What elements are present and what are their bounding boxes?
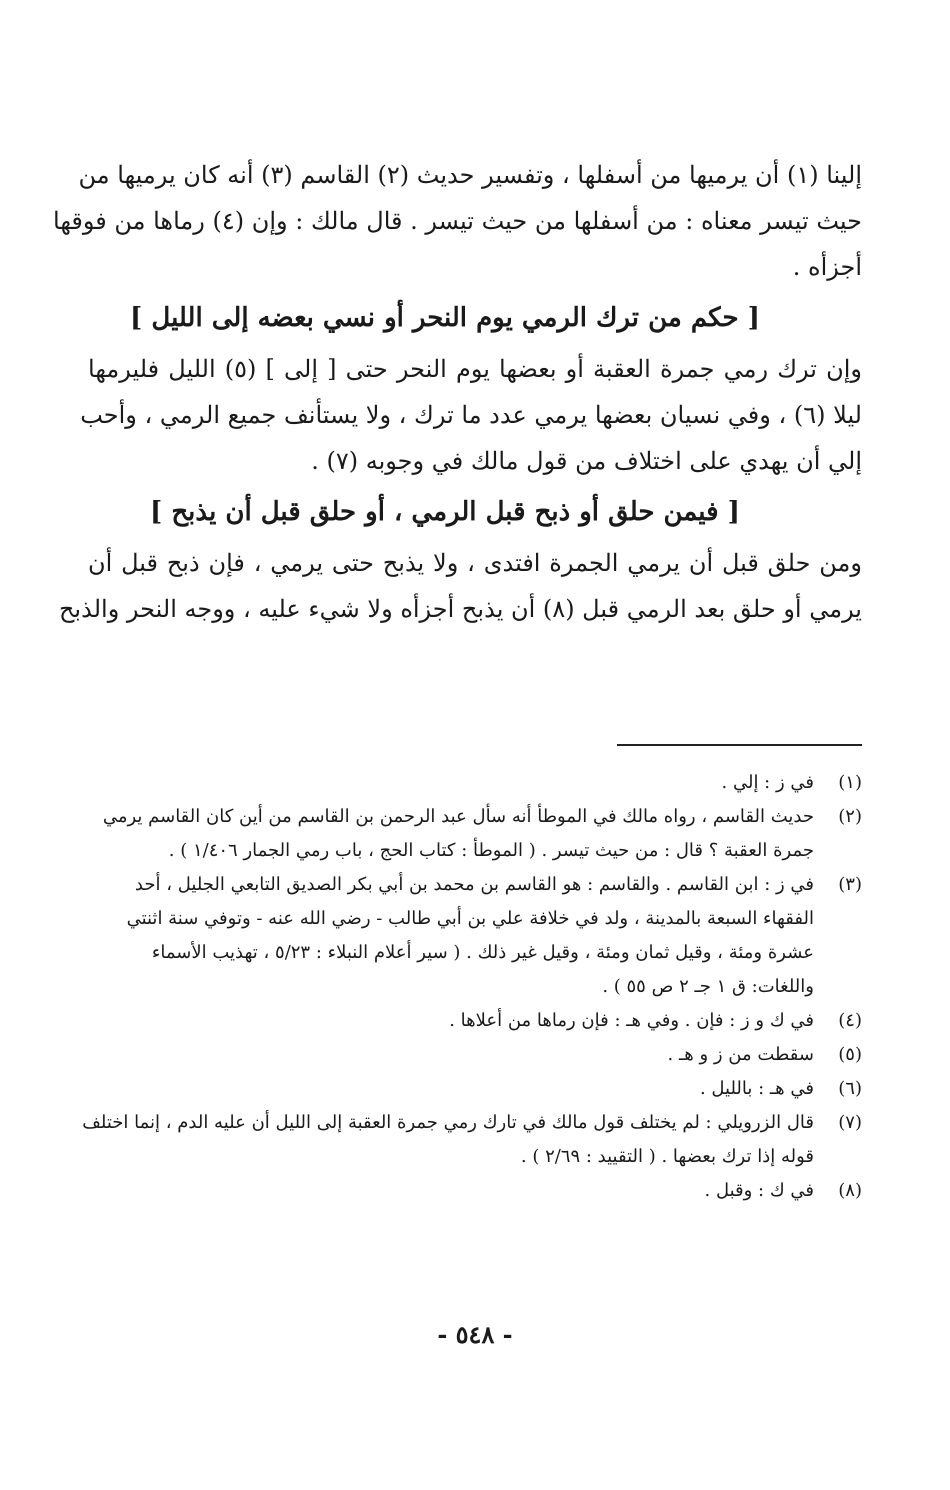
footnote-number: (١) (838, 772, 862, 793)
footnote-number: (٥) (838, 1044, 862, 1065)
paragraph (58, 540, 862, 632)
footnote-number: (٧) (838, 1112, 862, 1133)
footnote-line: في ز : إلي . (721, 772, 814, 793)
footnote-number: (٣) (838, 874, 862, 895)
footnote-line: في هـ : بالليل . (699, 1078, 814, 1099)
footnote (88, 1174, 862, 1208)
footnote-text (82, 1106, 814, 1174)
main-text (53, 152, 862, 632)
section-heading: [ فيمن حلق أو ذبح قبل الرمي ، أو حلق قبل أن يذبح ] (150, 497, 740, 527)
footnote-text (88, 1072, 814, 1106)
text-line: ليلا (٦) ، وفي نسيان بعضها يرمي عدد ما ترك ، ولا يستأنف جميع الرمي ، وأحب (80, 401, 862, 429)
text-line: إلي أن يهدي على اختلاف من قول مالك في وجوبه (٧) . (311, 447, 862, 475)
paragraph (80, 346, 862, 484)
footnote-text (88, 1174, 814, 1208)
text-line: أجزأه . (792, 253, 862, 281)
footnote (88, 1004, 862, 1038)
footnote-text (88, 766, 814, 800)
footnote-line: قال الزرويلي : لم يختلف قول مالك في تارك رمي جمرة العقبة إلى الليل أن عليه الدم ، إنما اختلف (82, 1112, 814, 1133)
footnote-line: في ك و ز : فإن . وفي هـ : فإن رماها من أعلاها . (449, 1010, 814, 1031)
footnote (82, 1106, 862, 1174)
footnote-number: (٢) (838, 806, 862, 827)
footnote-line: عشرة ومئة ، وقيل ثمان ومئة ، وقيل غير ذلك . ( سير أعلام النبلاء : ٥/٢٣ ، تهذيب الأسماء (151, 942, 814, 963)
footnote-line: الفقهاء السبعة بالمدينة ، ولد في خلافة علي بن أبي طالب - رضي الله عنه - وتوفي سنة اثنتي (126, 908, 814, 929)
text-line: وإن ترك رمي جمرة العقبة أو بعضها يوم النحر حتى [ إلى ] (٥) الليل فليرمها (88, 355, 862, 383)
text-line: يرمي أو حلق بعد الرمي قبل (٨) أن يذبح أجزأه ولا شيء عليه ، ووجه النحر والذبح (58, 595, 862, 623)
footnote-text (88, 800, 814, 868)
footnote-number: (٨) (838, 1180, 862, 1201)
footnote (88, 1072, 862, 1106)
paragraph (53, 152, 862, 290)
footnote-line: في ك : وقبل . (704, 1180, 814, 1201)
section-heading: [ حكم من ترك الرمي يوم النحر أو نسي بعضه إلى الليل ] (130, 303, 760, 333)
footnote (88, 766, 862, 800)
footnote-text (88, 1004, 814, 1038)
footnote-line: جمرة العقبة ؟ قال : من حيث تيسر . ( الموطأ : كتاب الحج ، باب رمي الجمار ١/٤٠٦ ) . (168, 840, 814, 861)
text-line: إلينا (١) أن يرميها من أسفلها ، وتفسير حديث (٢) القاسم (٣) أنه كان يرميها من (78, 161, 862, 189)
footnote-text (88, 1038, 814, 1072)
footnote-line: سقطت من ز و هـ . (667, 1044, 814, 1065)
footnotes (82, 766, 862, 1208)
footnote-text (88, 868, 814, 1004)
page-number: - ٥٤٨ - (437, 1320, 513, 1349)
footnote (88, 800, 862, 868)
footnote-divider (617, 744, 862, 746)
footnote-number: (٤) (838, 1010, 862, 1031)
text-line: حيث تيسر معناه : من أسفلها من حيث تيسر . قال مالك : وإن (٤) رماها من فوقها (53, 207, 862, 235)
footnote-line: قوله إذا ترك بعضها . ( التقييد : ٢/٦٩ ) . (520, 1146, 814, 1167)
text-line: ومن حلق قبل أن يرمي الجمرة افتدى ، ولا يذبح حتى يرمي ، فإن ذبح قبل أن (88, 549, 862, 577)
footnote (88, 1038, 862, 1072)
footnote-line: في ز : ابن القاسم . والقاسم : هو القاسم بن محمد بن أبي بكر الصديق التابعي الجليل ، أحد (134, 874, 814, 895)
footnote-line: واللغات: ق ١ جـ ٢ ص ٥٥ ) . (602, 976, 814, 997)
footnote (88, 868, 862, 1004)
footnote-line: حديث القاسم ، رواه مالك في الموطأ أنه سأل عبد الرحمن بن القاسم من أين كان القاسم يرمي (102, 806, 814, 827)
footnote-number: (٦) (838, 1078, 862, 1099)
